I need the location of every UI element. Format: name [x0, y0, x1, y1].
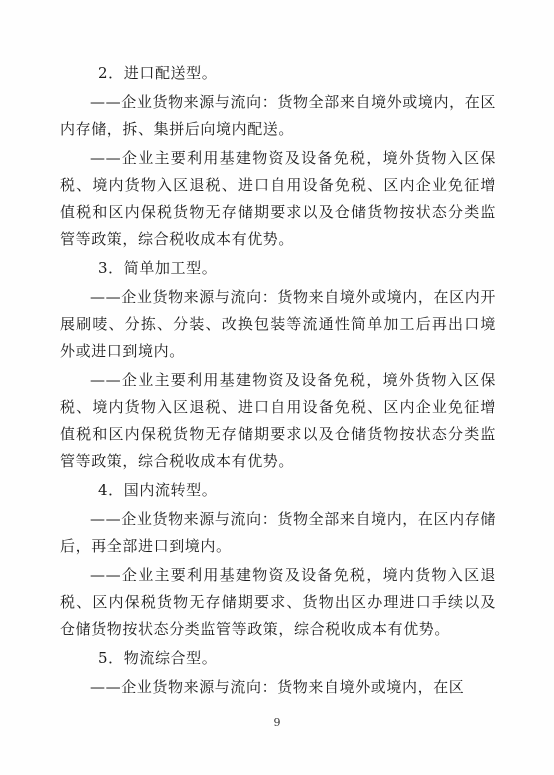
paragraph-goods-flow: ——企业货物来源与流向：货物来自境外或境内，在区内开展刷唛、分拣、分装、改换包装等流通性简单加工后再出口境外或进口到境内。: [60, 288, 496, 360]
section-heading-domestic-circulation: 4．国内流转型。: [98, 481, 218, 499]
paragraph-goods-flow: ——企业货物来源与流向：货物全部来自境内，在区内存储后，再全部进口到境内。: [60, 510, 496, 555]
page-number: 9: [273, 716, 281, 729]
page-content: [60, 60, 496, 703]
paragraph-policy-benefits: ——企业主要利用基建物资及设备免税，境内货物入区退税、区内保税货物无存储期要求、货物出区办理进口手续以及仓储货物按状态分类监管等政策，综合税收成本有优势。: [60, 566, 496, 638]
paragraph-goods-flow: ——企业货物来源与流向：货物全部来自境外或境内，在区内存储，拆、集拼后向境内配送。: [60, 93, 496, 138]
paragraph-goods-flow: ——企业货物来源与流向：货物来自境外或境内，在区: [90, 678, 465, 696]
section-heading-logistics-comprehensive: 5．物流综合型。: [98, 649, 218, 667]
section-heading-import-distribution: 2．进口配送型。: [98, 64, 218, 82]
section-heading-simple-processing: 3．简单加工型。: [98, 259, 218, 277]
paragraph-policy-benefits: ——企业主要利用基建物资及设备免税，境外货物入区保税、境内货物入区退税、进口自用设备免税、区内企业免征增值税和区内保税货物无存储期要求以及仓储货物按状态分类监管等政策，综合税收成本有优势。: [60, 149, 496, 248]
paragraph-policy-benefits: ——企业主要利用基建物资及设备免税，境外货物入区保税、境内货物入区退税、进口自用设备免税、区内企业免征增值税和区内保税货物无存储期要求以及仓储货物按状态分类监管等政策，综合税收成本有优势。: [60, 371, 496, 470]
